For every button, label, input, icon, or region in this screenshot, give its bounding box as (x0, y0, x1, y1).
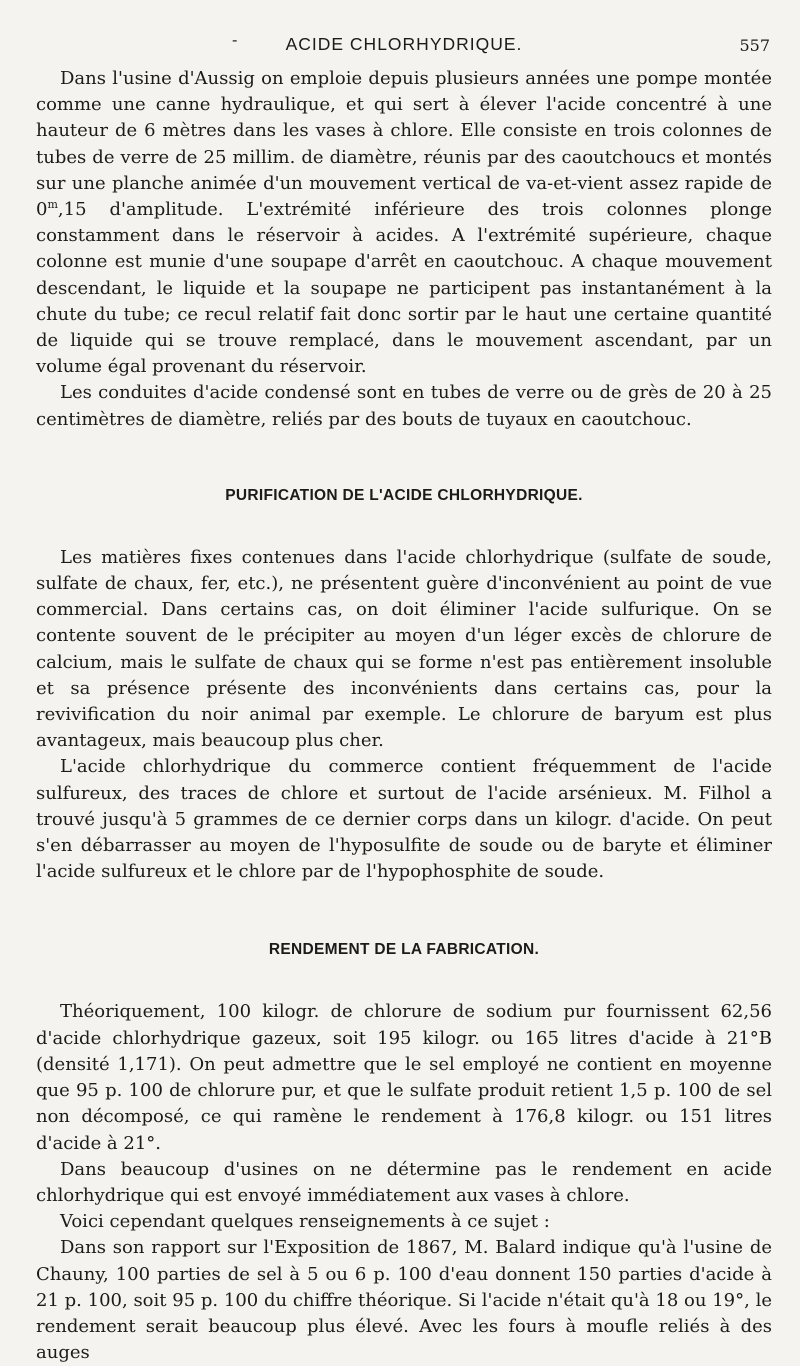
purification-paragraph-2: L'acide chlorhydrique du commerce contient fréquemment de l'acide sulfureux, des traces de chlore et surtout de l'acide arsénieux. M. Filhol a trouvé jusqu'à 5 grammes de ce dernier corps dans un kilogr. d'acide. On peut s'en débarrasser au moyen de l'hyposulfite de soude ou de baryte et éliminer l'acide sulfureux et le chlore par de l'hypophosphite de soude. (36, 756, 772, 883)
running-head (36, 30, 772, 60)
rendement-heading: RENDEMENT DE LA FABRICATION. (268, 941, 540, 959)
purification-paragraph-1: Les matières fixes contenues dans l'acide chlorhydrique (sulfate de soude, sulfate de chaux, fer, etc.), ne présentent guère d'inconvénient au point de vue commercial. Dans certains cas, on doit éliminer l'acide sulfurique. On se contente souvent de le précipiter au moyen d'un léger excès de chlorure de calcium, mais le sulfate de chaux qui se forme n'est pas entièrement insoluble et sa présence présente des inconvénients dans certains cas, pour la revivification du noir animal par exemple. Le chlorure de baryum est plus avantageux, mais beaucoup plus cher. (36, 546, 772, 752)
running-title: ACIDE CHLORHYDRIQUE. (285, 34, 523, 54)
header-mark: - (232, 30, 238, 49)
purification-heading: PURIFICATION DE L'ACIDE CHLORHYDRIQUE. (225, 486, 583, 504)
meter-superscript: m (47, 198, 58, 212)
rendement-paragraph-1: Théoriquement, 100 kilogr. de chlorure de sodium pur fournissent 62,56 d'acide chlorhydrique gazeux, soit 195 kilogr. ou 165 litres d'acide à 21°B (densité 1,171). On peut admettre que le sel employé ne contient en moyenne que 95 p. 100 de chlorure pur, et que le sulfate produit retient 1,5 p. 100 de sel non décomposé, ce qui ramène le rendement à 176,8 kilogr. ou 151 litres d'acide à 21°. (36, 1001, 772, 1154)
rendement-paragraph-3: Voici cependant quelques renseignements à ce sujet : (60, 1211, 550, 1233)
intro-paragraph-1-text: Dans l'usine d'Aussig on emploie depuis plusieurs années une pompe montée comme une canne hydraulique, et qui sert à élever l'acide concentré à une hauteur de 6 mètres dans les vases à chlore. Elle consiste en trois colonnes de tubes de verre de 25 millim. de diamètre, réunis par des caoutchoucs et montés sur une planche animée d'un mouvement vertical de va-et-vient assez rapide de 0 (36, 68, 772, 221)
intro-paragraph-2: Les conduites d'acide condensé sont en tubes de verre ou de grès de 20 à 25 centimètres de diamètre, reliés par des bouts de tuyaux en caoutchouc. (36, 382, 772, 430)
rendement-paragraph-2: Dans beaucoup d'usines on ne détermine pas le rendement en acide chlorhydrique qui est envoyé immédiatement aux vases à chlore. (36, 1158, 772, 1206)
intro-paragraph-1-end: ,15 d'amplitude. L'extrémité inférieure des trois colonnes plonge constamment dans le réservoir à acides. A l'extrémité supérieure, chaque colonne est munie d'une soupape d'arrêt en caoutchouc. A chaque mouvement descendant, le liquide et la soupape ne participent pas instantanément à la chute du tube; ce recul relatif fait donc sortir par le haut une certaine quantité de liquide qui se trouve remplacé, dans le mouvement ascendant, par un volume égal provenant du réservoir. (36, 199, 772, 378)
rendement-paragraph-4: Dans son rapport sur l'Exposition de 1867, M. Balard indique qu'à l'usine de Chauny, 100 parties de sel à 5 ou 6 p. 100 d'eau donnent 150 parties d'acide à 21 p. 100, soit 95 p. 100 du chiffre théorique. Si l'acide n'était qu'à 18 ou 19°, le rendement serait beaucoup plus élevé. Avec les fours à moufle reliés à des auges (36, 1237, 772, 1364)
page-number: 557 (739, 36, 770, 55)
intro-paragraph-1 (36, 66, 772, 380)
